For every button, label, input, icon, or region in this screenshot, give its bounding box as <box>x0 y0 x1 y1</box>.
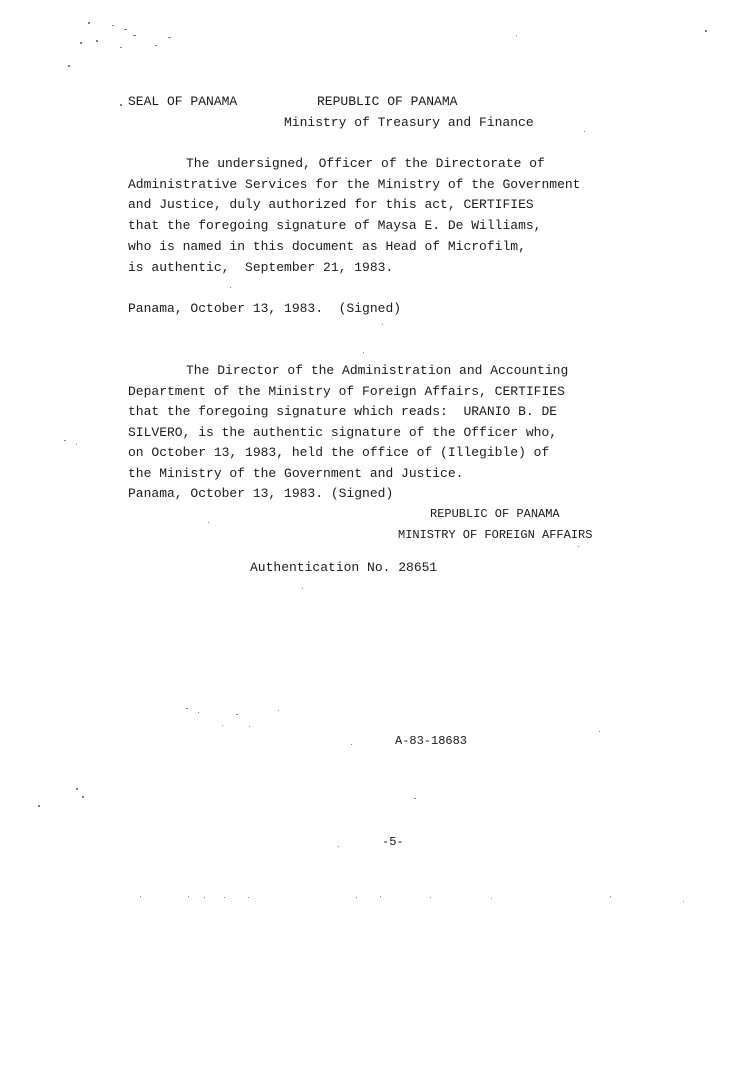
page-number: -5- <box>382 835 404 849</box>
cert2-line-7: Panama, October 13, 1983. (Signed) <box>128 486 394 501</box>
scan-speck <box>584 131 585 132</box>
scan-speck <box>516 35 517 36</box>
scan-speck <box>338 846 339 847</box>
scan-speck <box>351 744 352 745</box>
cert1-line-5: who is named in this document as Head of Microfilm, <box>128 239 526 254</box>
scan-speck <box>120 47 122 48</box>
scan-speck <box>278 710 279 711</box>
scan-speck <box>249 726 250 727</box>
scan-speck <box>155 45 157 46</box>
scan-speck <box>683 901 684 902</box>
scan-speck <box>236 714 238 715</box>
scan-speck <box>64 440 66 441</box>
scan-speck <box>198 712 199 713</box>
scan-speck <box>186 708 188 709</box>
scan-speck <box>38 805 40 807</box>
scan-speck <box>168 37 171 38</box>
scan-speck <box>208 522 209 523</box>
scan-speck <box>430 897 431 898</box>
scan-speck <box>88 22 90 24</box>
scan-speck <box>124 29 127 30</box>
scan-speck <box>248 897 249 898</box>
scan-speck <box>491 898 492 899</box>
scan-speck <box>120 104 122 106</box>
cert1-place-date: Panama, October 13, 1983. (Signed) <box>128 301 402 316</box>
cert2-ministry: MINISTRY OF FOREIGN AFFAIRS <box>398 528 593 542</box>
ministry-heading: Ministry of Treasury and Finance <box>284 115 534 130</box>
scan-speck <box>133 35 136 36</box>
scan-speck <box>188 896 189 897</box>
cert1-line-2: Administrative Services for the Ministry of the Government <box>128 177 581 192</box>
scan-speck <box>80 42 82 44</box>
cert2-line-1: The Director of the Administration and Accounting <box>186 363 569 378</box>
cert2-line-6: the Ministry of the Government and Justice. <box>128 466 464 481</box>
authentication-number: Authentication No. 28651 <box>250 560 438 575</box>
cert2-line-3: that the foregoing signature which reads: URANIO B. DE <box>128 404 558 419</box>
cert2-line-4: SILVERO, is the authentic signature of the Officer who, <box>128 425 558 440</box>
cert1-line-1: The undersigned, Officer of the Directorate of <box>186 156 545 171</box>
scan-speck <box>230 287 231 288</box>
scan-speck <box>599 731 600 732</box>
scan-speck <box>82 796 84 798</box>
cert2-republic: REPUBLIC OF PANAMA <box>430 507 560 521</box>
scan-speck <box>68 65 70 67</box>
scan-speck <box>112 25 114 26</box>
scan-speck <box>578 546 579 547</box>
scan-speck <box>96 40 98 42</box>
scan-speck <box>610 896 611 897</box>
cert2-line-2: Department of the Ministry of Foreign Affairs, CERTIFIES <box>128 384 565 399</box>
scan-speck <box>414 798 416 799</box>
cert1-line-6: is authentic, September 21, 1983. <box>128 260 394 275</box>
scan-speck <box>302 588 303 589</box>
scan-speck <box>363 352 364 353</box>
cert1-line-3: and Justice, duly authorized for this act, CERTIFIES <box>128 197 534 212</box>
republic-heading: REPUBLIC OF PANAMA <box>317 94 458 109</box>
document-number: A-83-18683 <box>395 734 468 748</box>
cert2-line-5: on October 13, 1983, held the office of (Illegible) of <box>128 445 550 460</box>
scan-speck <box>380 896 381 897</box>
scan-speck <box>140 896 141 897</box>
scan-speck <box>382 324 383 325</box>
scan-speck <box>204 897 205 898</box>
scan-speck <box>76 444 77 445</box>
cert1-line-4: that the foregoing signature of Maysa E. De Williams, <box>128 218 542 233</box>
scan-speck <box>705 30 707 32</box>
scan-speck <box>356 897 357 898</box>
scan-speck <box>222 725 223 726</box>
seal-label: SEAL OF PANAMA <box>128 94 238 109</box>
scan-speck <box>76 788 78 790</box>
scan-speck <box>224 897 225 898</box>
